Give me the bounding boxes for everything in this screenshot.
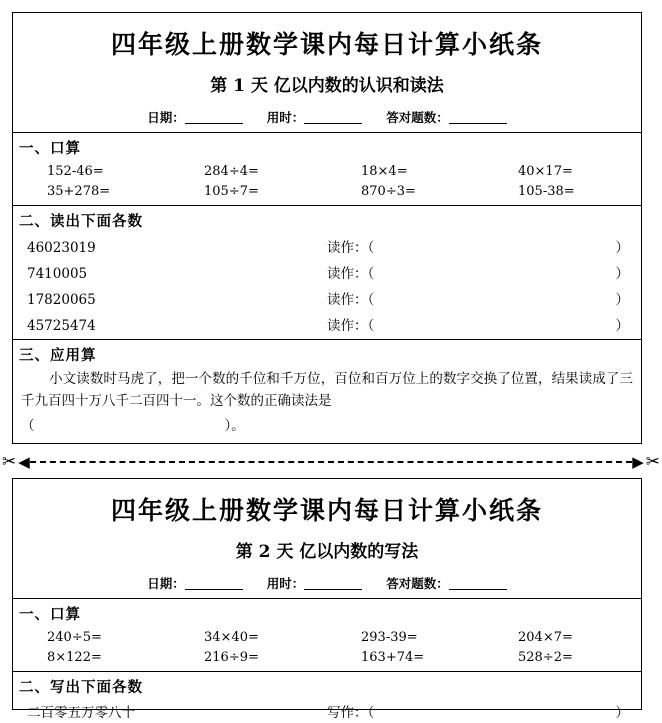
meta-time-label: 用时： — [266, 576, 305, 591]
meta-date — [147, 574, 243, 592]
answer-open-paren: （ — [21, 418, 35, 435]
meta-score-blank[interactable] — [449, 111, 507, 124]
calc-item: 284÷4= — [204, 164, 259, 179]
calc-item: 35+278= — [47, 184, 111, 199]
read-label: 读作：（ — [327, 240, 375, 256]
calc-item: 105-38= — [518, 184, 575, 199]
calc-item: 8×122= — [47, 650, 102, 665]
section-heading-write-numbers: 二、写出下面各数 — [19, 679, 143, 696]
worksheet-sheet-day2 — [12, 478, 642, 721]
calc-item: 528÷2= — [518, 650, 573, 665]
section-heading-read-numbers: 二、读出下面各数 — [19, 213, 143, 230]
meta-score-blank[interactable] — [449, 577, 507, 590]
meta-row — [13, 574, 641, 592]
word-problem-body: 小文读数时马虎了，把一个数的千位和千万位，百位和百万位上的数字交换了位置，结果读成了三千九百四十万八千二百四十一。这个数的正确读法是 — [21, 371, 633, 409]
arrow-right-icon: ▶ — [632, 452, 644, 471]
sheet-title: 四年级上册数学课内每日计算小纸条 — [110, 496, 543, 525]
meta-date-label: 日期： — [147, 576, 185, 591]
meta-time-label: 用时： — [266, 110, 305, 125]
word-problem-text — [13, 367, 641, 412]
calc-item: 163+74= — [361, 650, 425, 665]
meta-time-blank[interactable] — [304, 577, 362, 590]
sheet-subtitle: 第 1 天 亿以内数的认识和读法 — [210, 76, 444, 96]
read-number: 17820065 — [27, 292, 96, 308]
read-number: 7410005 — [27, 266, 88, 282]
meta-score-label: 答对题数： — [386, 576, 449, 591]
scissors-icon: ✂ — [2, 451, 17, 472]
calc-item: 870÷3= — [361, 184, 416, 199]
answer-close-paren: ）。 — [224, 418, 245, 435]
oral-calc-grid — [13, 160, 641, 203]
read-close-paren: ） — [615, 266, 629, 282]
read-label: 读作：（ — [327, 266, 375, 282]
divider — [13, 132, 641, 133]
calc-item: 216÷9= — [204, 650, 259, 665]
calc-item: 18×4= — [361, 164, 408, 179]
meta-time-blank[interactable] — [304, 111, 362, 124]
meta-time — [267, 574, 363, 592]
meta-row — [13, 108, 641, 126]
meta-date-blank[interactable] — [185, 577, 243, 590]
write-close-paren: ） — [615, 705, 629, 721]
arrow-left-icon: ◀ — [18, 452, 30, 471]
read-close-paren: ） — [615, 292, 629, 308]
read-number: 45725474 — [27, 318, 96, 334]
calc-item: 293-39= — [361, 630, 418, 645]
meta-date — [147, 108, 243, 126]
cut-line — [0, 452, 662, 472]
calc-item: 40×17= — [518, 164, 573, 179]
sheet-subtitle: 第 2 天 亿以内数的写法 — [235, 542, 419, 562]
read-row — [13, 311, 641, 337]
answer-line[interactable] — [13, 412, 641, 436]
read-row — [13, 259, 641, 285]
divider — [13, 671, 641, 672]
calc-item: 240÷5= — [47, 630, 102, 645]
write-label: 写作：（ — [327, 705, 375, 721]
sheet-title: 四年级上册数学课内每日计算小纸条 — [110, 30, 543, 59]
meta-score — [386, 574, 507, 592]
worksheet-sheet-day1 — [12, 12, 642, 444]
divider — [13, 339, 641, 340]
meta-time — [267, 108, 363, 126]
read-label: 读作：（ — [327, 292, 375, 308]
dashed-line — [30, 461, 632, 463]
calc-item: 105÷7= — [204, 184, 259, 199]
divider — [13, 598, 641, 599]
meta-score-label: 答对题数： — [386, 110, 449, 125]
read-close-paren: ） — [615, 240, 629, 256]
read-number: 46023019 — [27, 240, 96, 256]
write-row — [13, 699, 641, 723]
meta-date-blank[interactable] — [185, 111, 243, 124]
section-heading-word-problem: 三、应用算 — [19, 347, 97, 364]
meta-date-label: 日期： — [147, 110, 185, 125]
calc-item: 152-46= — [47, 164, 104, 179]
meta-score — [386, 108, 507, 126]
calc-item: 34×40= — [204, 630, 259, 645]
divider — [13, 205, 641, 206]
read-row — [13, 285, 641, 311]
read-label: 读作：（ — [327, 318, 375, 334]
oral-calc-grid — [13, 626, 641, 669]
calc-item: 204×7= — [518, 630, 573, 645]
write-number-words: 二百零五万零八十 — [27, 705, 135, 721]
read-close-paren: ） — [615, 318, 629, 334]
section-heading-oral-calc: 一、口算 — [19, 140, 81, 157]
read-row — [13, 233, 641, 259]
section-heading-oral-calc: 一、口算 — [19, 606, 81, 623]
scissors-icon: ✂ — [645, 451, 660, 472]
